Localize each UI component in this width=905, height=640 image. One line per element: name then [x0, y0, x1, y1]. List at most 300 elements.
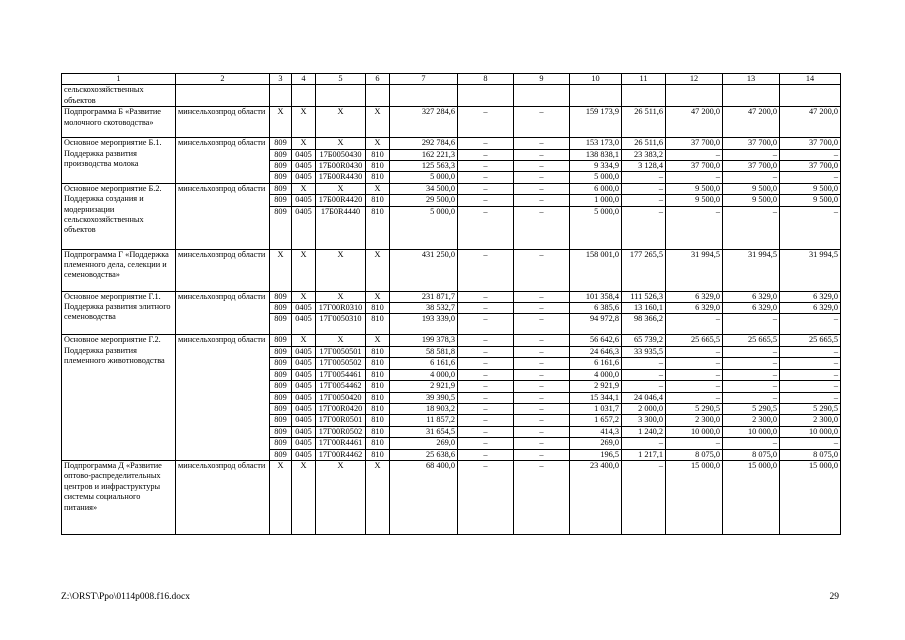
table-cell: 17Б0R4440: [316, 206, 366, 249]
table-cell: 5 290,5: [723, 403, 780, 414]
table-cell: 9 500,0: [723, 195, 780, 206]
table-cell: –: [666, 438, 723, 449]
table-cell: –: [458, 369, 514, 380]
table-cell: 17Б00R0430: [316, 161, 366, 172]
table-cell: Х: [270, 460, 292, 534]
table-cell: 0405: [292, 346, 316, 357]
table-cell: 809: [270, 438, 292, 449]
table-cell: 25 665,5: [723, 335, 780, 346]
table-cell: Х: [316, 335, 366, 346]
table-cell: –: [666, 206, 723, 249]
table-cell: –: [723, 206, 780, 249]
table-cell: –: [514, 346, 570, 357]
table-cell: 17Г0050310: [316, 314, 366, 335]
table-cell: 414,3: [570, 426, 622, 437]
table-cell: 809: [270, 195, 292, 206]
table-cell: 4 000,0: [390, 369, 458, 380]
table-cell: 0405: [292, 206, 316, 249]
table-cell: –: [622, 206, 666, 249]
table-cell: 23 400,0: [570, 460, 622, 534]
table-cell: 47 200,0: [723, 107, 780, 138]
table-cell: 17Б0050430: [316, 149, 366, 160]
table-cell: 810: [366, 149, 390, 160]
table-cell: 13 160,1: [622, 303, 666, 314]
table-cell: Х: [292, 335, 316, 346]
table-cell: 177 265,5: [622, 249, 666, 291]
table-cell: 0405: [292, 172, 316, 183]
table-cell: 24 046,4: [622, 392, 666, 403]
table-cell: 25 665,5: [666, 335, 723, 346]
table-cell: –: [458, 138, 514, 149]
table-cell: 26 511,6: [622, 138, 666, 149]
header-cell: 14: [780, 74, 841, 85]
table-cell: 37 700,0: [666, 161, 723, 172]
table-cell: 17Г0050420: [316, 392, 366, 403]
table-cell: 809: [270, 403, 292, 414]
table-cell: 292 784,6: [390, 138, 458, 149]
header-cell: 12: [666, 74, 723, 85]
table-cell: 10 000,0: [666, 426, 723, 437]
table-cell: 809: [270, 314, 292, 335]
table-cell: 810: [366, 438, 390, 449]
table-cell: 17Г00R0502: [316, 426, 366, 437]
table-cell: 1 217,1: [622, 449, 666, 460]
table-cell: Х: [316, 107, 366, 138]
table-cell: 810: [366, 369, 390, 380]
table-cell: 37 700,0: [723, 138, 780, 149]
table-cell: 193 339,0: [390, 314, 458, 335]
program-row: [62, 249, 841, 291]
table-cell: –: [723, 369, 780, 380]
carryover-text: сельскохозяйственных объектов: [62, 85, 176, 107]
table-cell: 269,0: [390, 438, 458, 449]
table-cell: 809: [270, 346, 292, 357]
table-cell: 23 383,2: [622, 149, 666, 160]
table-cell: 56 642,6: [570, 335, 622, 346]
table-cell: Х: [292, 291, 316, 302]
table-cell: 1 000,0: [570, 195, 622, 206]
table-cell: Х: [366, 138, 390, 149]
table-cell: –: [723, 438, 780, 449]
table-cell: 33 935,5: [622, 346, 666, 357]
table-cell: 138 838,1: [570, 149, 622, 160]
header-cell: 9: [514, 74, 570, 85]
table-cell: 9 500,0: [780, 183, 841, 194]
table-cell: 810: [366, 358, 390, 369]
table-cell: 9 500,0: [666, 183, 723, 194]
table-row: [62, 183, 841, 194]
table-cell: 0405: [292, 392, 316, 403]
table-cell: 25 665,5: [780, 335, 841, 346]
budget-table: [61, 73, 841, 535]
table-cell: 0405: [292, 195, 316, 206]
table-cell: –: [458, 172, 514, 183]
table-cell: –: [780, 358, 841, 369]
table-cell: Х: [292, 107, 316, 138]
table-cell: 5 290,5: [780, 403, 841, 414]
table-cell: 809: [270, 206, 292, 249]
table-cell: –: [458, 346, 514, 357]
table-cell: Х: [292, 138, 316, 149]
table-cell: 101 358,4: [570, 291, 622, 302]
table-cell: –: [666, 358, 723, 369]
table-cell: 0405: [292, 149, 316, 160]
table-cell: 17Г00R4461: [316, 438, 366, 449]
table-cell: 34 500,0: [390, 183, 458, 194]
table-cell: –: [780, 172, 841, 183]
table-cell: 0405: [292, 438, 316, 449]
table-cell: –: [458, 291, 514, 302]
table-cell: Х: [270, 249, 292, 291]
table-cell: 38 532,7: [390, 303, 458, 314]
table-row: [62, 291, 841, 302]
table-cell: 231 871,7: [390, 291, 458, 302]
executor-cell: минсельхозпрод области: [176, 291, 270, 335]
table-cell: –: [780, 346, 841, 357]
table-cell: 111 526,3: [622, 291, 666, 302]
table-cell: –: [458, 449, 514, 460]
table-cell: 25 638,6: [390, 449, 458, 460]
table-cell: 17Г00R0420: [316, 403, 366, 414]
table-cell: Х: [316, 291, 366, 302]
table-cell: 24 646,3: [570, 346, 622, 357]
table-cell: –: [458, 107, 514, 138]
table-cell: –: [514, 449, 570, 460]
table-cell: 15 000,0: [666, 460, 723, 534]
table-cell: 809: [270, 415, 292, 426]
table-cell: 18 903,2: [390, 403, 458, 414]
table-cell: –: [622, 358, 666, 369]
table-cell: 9 500,0: [666, 195, 723, 206]
table-cell: 810: [366, 346, 390, 357]
table-cell: –: [514, 107, 570, 138]
table-cell: 9 334,9: [570, 161, 622, 172]
table-cell: 809: [270, 358, 292, 369]
measure-name: Основное мероприятие Г.2. Поддержка развития племенного животноводства: [62, 335, 176, 460]
table-cell: 17Б00R4430: [316, 172, 366, 183]
table-cell: 0405: [292, 426, 316, 437]
header-cell: 11: [622, 74, 666, 85]
table-cell: –: [514, 303, 570, 314]
table-cell: 810: [366, 415, 390, 426]
table-row: [62, 335, 841, 346]
table-cell: 810: [366, 449, 390, 460]
table-cell: –: [514, 392, 570, 403]
table-cell: 809: [270, 303, 292, 314]
table-cell: 810: [366, 381, 390, 392]
table-row: [62, 138, 841, 149]
table-cell: –: [458, 335, 514, 346]
table-cell: 158 001,0: [570, 249, 622, 291]
table-cell: –: [723, 358, 780, 369]
table-cell: –: [458, 426, 514, 437]
table-cell: –: [458, 303, 514, 314]
table-cell: –: [622, 460, 666, 534]
table-cell: 6 161,6: [390, 358, 458, 369]
table-cell: 6 329,0: [666, 291, 723, 302]
table-cell: 0405: [292, 314, 316, 335]
table-cell: Х: [366, 291, 390, 302]
table-cell: 15 344,1: [570, 392, 622, 403]
table-cell: 810: [366, 426, 390, 437]
table-cell: Х: [366, 107, 390, 138]
table-cell: 809: [270, 369, 292, 380]
table-cell: Х: [292, 460, 316, 534]
table-cell: –: [622, 183, 666, 194]
table-cell: 196,5: [570, 449, 622, 460]
table-cell: 1 657,2: [570, 415, 622, 426]
table-cell: 5 290,5: [666, 403, 723, 414]
table-cell: 431 250,0: [390, 249, 458, 291]
table-cell: Х: [316, 138, 366, 149]
table-cell: –: [458, 249, 514, 291]
table-cell: 327 284,6: [390, 107, 458, 138]
table-cell: 809: [270, 183, 292, 194]
table-cell: 809: [270, 172, 292, 183]
header-cell: 1: [62, 74, 176, 85]
table-cell: –: [622, 381, 666, 392]
table-cell: –: [458, 358, 514, 369]
table-cell: –: [780, 149, 841, 160]
table-cell: –: [723, 314, 780, 335]
table-cell: 199 378,3: [390, 335, 458, 346]
table-cell: 0405: [292, 369, 316, 380]
table-cell: 17Б00R4420: [316, 195, 366, 206]
table-cell: 37 700,0: [723, 161, 780, 172]
table-cell: 65 739,2: [622, 335, 666, 346]
table-body: [62, 74, 841, 535]
executor-cell: минсельхозпрод области: [176, 138, 270, 184]
table-cell: –: [514, 249, 570, 291]
table-cell: 2 000,0: [622, 403, 666, 414]
header-cell: 13: [723, 74, 780, 85]
table-cell: 1 240,2: [622, 426, 666, 437]
footer-page-number: 29: [829, 592, 839, 602]
table-cell: 6 161,6: [570, 358, 622, 369]
table-cell: –: [514, 381, 570, 392]
table-cell: –: [780, 206, 841, 249]
table-cell: 68 400,0: [390, 460, 458, 534]
table-cell: 809: [270, 426, 292, 437]
table-cell: –: [780, 369, 841, 380]
header-cell: 3: [270, 74, 292, 85]
table-cell: 2 300,0: [666, 415, 723, 426]
table-cell: 809: [270, 392, 292, 403]
table-cell: –: [514, 195, 570, 206]
table-cell: 6 385,6: [570, 303, 622, 314]
table-cell: 810: [366, 314, 390, 335]
table-cell: 5 000,0: [570, 172, 622, 183]
table-cell: 58 581,8: [390, 346, 458, 357]
table-cell: Х: [270, 107, 292, 138]
table-cell: –: [458, 149, 514, 160]
header-cell: 8: [458, 74, 514, 85]
table-cell: –: [458, 403, 514, 414]
table-cell: Х: [316, 183, 366, 194]
table-cell: –: [666, 369, 723, 380]
table-cell: 94 972,8: [570, 314, 622, 335]
table-cell: 810: [366, 161, 390, 172]
table-cell: –: [666, 346, 723, 357]
table-cell: 809: [270, 291, 292, 302]
table-cell: 10 000,0: [723, 426, 780, 437]
executor-cell: минсельхозпрод области: [176, 183, 270, 249]
table-cell: 5 000,0: [390, 206, 458, 249]
table-cell: –: [458, 183, 514, 194]
header-cell: 5: [316, 74, 366, 85]
table-cell: 15 000,0: [723, 460, 780, 534]
table-cell: –: [622, 172, 666, 183]
table-cell: Х: [366, 183, 390, 194]
table-cell: 0405: [292, 358, 316, 369]
table-cell: 8 075,0: [666, 449, 723, 460]
program-name: Подпрограмма Г «Поддержка племенного дела, селекции и семеноводства»: [62, 249, 176, 291]
table-cell: –: [780, 381, 841, 392]
table-cell: 6 329,0: [780, 303, 841, 314]
table-cell: –: [458, 195, 514, 206]
table-cell: –: [514, 460, 570, 534]
table-cell: –: [514, 172, 570, 183]
table-cell: 8 075,0: [780, 449, 841, 460]
executor-cell: минсельхозпрод области: [176, 107, 270, 138]
table-cell: 0405: [292, 161, 316, 172]
table-cell: –: [514, 291, 570, 302]
carryover-row: [62, 85, 841, 107]
table-cell: 9 500,0: [780, 195, 841, 206]
table-cell: –: [514, 335, 570, 346]
table-cell: 2 300,0: [723, 415, 780, 426]
table-cell: –: [723, 172, 780, 183]
table-cell: 39 390,5: [390, 392, 458, 403]
table-cell: 810: [366, 206, 390, 249]
table-cell: –: [458, 392, 514, 403]
table-cell: Х: [366, 460, 390, 534]
table-cell: 809: [270, 335, 292, 346]
table-cell: 153 173,0: [570, 138, 622, 149]
table-cell: –: [622, 195, 666, 206]
table-cell: 11 857,2: [390, 415, 458, 426]
table-cell: 17Г0050501: [316, 346, 366, 357]
table-cell: –: [458, 161, 514, 172]
table-cell: 810: [366, 392, 390, 403]
table-cell: –: [458, 314, 514, 335]
table-cell: 29 500,0: [390, 195, 458, 206]
table-cell: 0405: [292, 303, 316, 314]
program-name: Подпрограмма Б «Развитие молочного скотоводства»: [62, 107, 176, 138]
table-cell: 6 329,0: [723, 303, 780, 314]
table-cell: 37 700,0: [666, 138, 723, 149]
table-cell: 17Г00R0310: [316, 303, 366, 314]
table-cell: 3 300,0: [622, 415, 666, 426]
table-cell: 26 511,6: [622, 107, 666, 138]
header-cell: 2: [176, 74, 270, 85]
table-cell: –: [666, 392, 723, 403]
table-cell: 269,0: [570, 438, 622, 449]
table-cell: –: [723, 149, 780, 160]
header-cell: 7: [390, 74, 458, 85]
table-cell: 9 500,0: [723, 183, 780, 194]
table-cell: 809: [270, 149, 292, 160]
table-cell: –: [514, 161, 570, 172]
table-cell: Х: [366, 335, 390, 346]
header-cell: 4: [292, 74, 316, 85]
table-cell: –: [723, 346, 780, 357]
measure-name: Основное мероприятие Г.1. Поддержка развития элитного семеноводства: [62, 291, 176, 335]
table-cell: –: [514, 138, 570, 149]
table-cell: –: [514, 314, 570, 335]
table-cell: –: [458, 460, 514, 534]
table-cell: –: [458, 438, 514, 449]
table-cell: 47 200,0: [666, 107, 723, 138]
table-cell: 4 000,0: [570, 369, 622, 380]
table-cell: 810: [366, 403, 390, 414]
table-cell: 6 329,0: [666, 303, 723, 314]
table-cell: 0405: [292, 403, 316, 414]
table-header-row: [62, 74, 841, 85]
table-cell: 37 700,0: [780, 138, 841, 149]
table-cell: 809: [270, 381, 292, 392]
table-cell: –: [622, 369, 666, 380]
table-cell: 1 031,7: [570, 403, 622, 414]
table-cell: –: [666, 172, 723, 183]
table-cell: 0405: [292, 449, 316, 460]
table-cell: 17Г0054461: [316, 369, 366, 380]
table-cell: 15 000,0: [780, 460, 841, 534]
table-cell: –: [723, 392, 780, 403]
table-cell: 0405: [292, 415, 316, 426]
table-cell: 5 000,0: [570, 206, 622, 249]
header-cell: 10: [570, 74, 622, 85]
table-cell: –: [514, 415, 570, 426]
table-cell: 6 329,0: [723, 291, 780, 302]
table-cell: –: [622, 438, 666, 449]
table-cell: 47 200,0: [780, 107, 841, 138]
program-row: [62, 460, 841, 534]
table-cell: 2 300,0: [780, 415, 841, 426]
table-cell: 10 000,0: [780, 426, 841, 437]
table-cell: 162 221,3: [390, 149, 458, 160]
table-cell: –: [458, 381, 514, 392]
footer-file-path: Z:\ORST\Ppo\0114p008.f16.docx: [61, 592, 190, 602]
table-cell: 31 994,5: [780, 249, 841, 291]
table-cell: 17Г0054462: [316, 381, 366, 392]
table-cell: –: [514, 369, 570, 380]
table-cell: –: [666, 314, 723, 335]
table-cell: Х: [366, 249, 390, 291]
table-cell: 31 994,5: [723, 249, 780, 291]
table-cell: –: [514, 206, 570, 249]
table-cell: 8 075,0: [723, 449, 780, 460]
table-cell: 810: [366, 172, 390, 183]
table-cell: –: [780, 438, 841, 449]
table-cell: 17Г00R0501: [316, 415, 366, 426]
table-cell: –: [514, 183, 570, 194]
table-cell: –: [514, 358, 570, 369]
program-row: [62, 107, 841, 138]
table-cell: –: [514, 426, 570, 437]
table-cell: 6 329,0: [780, 291, 841, 302]
table-cell: 2 921,9: [570, 381, 622, 392]
table-cell: –: [780, 392, 841, 403]
table-cell: 809: [270, 161, 292, 172]
executor-cell: минсельхозпрод области: [176, 460, 270, 534]
table-cell: 2 921,9: [390, 381, 458, 392]
table-cell: Х: [292, 249, 316, 291]
table-cell: –: [514, 403, 570, 414]
table-cell: 5 000,0: [390, 172, 458, 183]
program-name: Подпрограмма Д «Развитие оптово-распределительных центров и инфраструктуры системы социального питания»: [62, 460, 176, 534]
table-cell: 810: [366, 303, 390, 314]
